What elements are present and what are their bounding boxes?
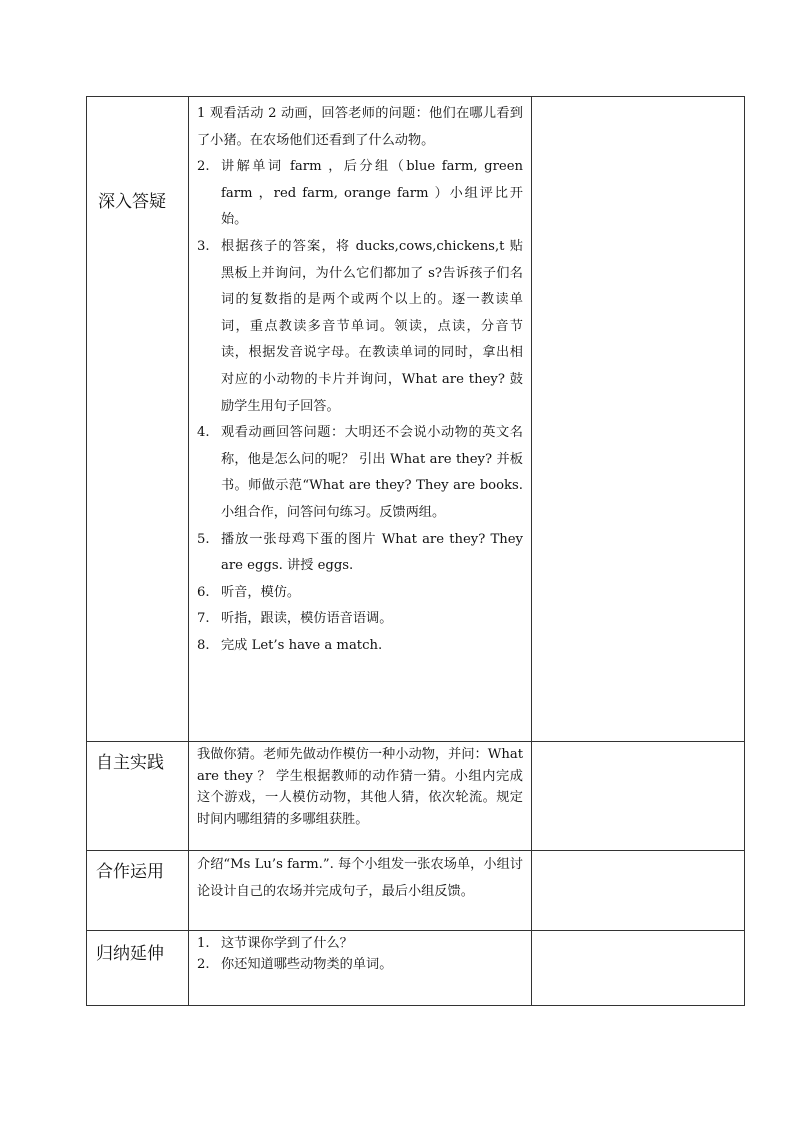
table-row: [87, 742, 745, 851]
step-list: [197, 154, 523, 659]
stage-cell: [87, 97, 189, 742]
list-item: 1. 这节课你学到了什么？: [197, 936, 353, 951]
table-row: [87, 851, 745, 931]
list-item: 4. 观看动画回答问题：大明还不会说小动物的英文名称，他是怎么问的呢？ 引出 What are they? 并板书。师做示范“What are they? They are books. 小组合作，问答问句练习。反馈两组。: [197, 425, 523, 520]
step-list: [197, 933, 523, 975]
notes-cell: [532, 851, 745, 931]
list-item: 8. 完成 Let’s have a match.: [197, 637, 383, 653]
list-item: 3. 根据孩子的答案，将 ducks,cows,chickens,t 贴黑板上并询问，为什么它们都加了 s?告诉孩子们名词的复数指的是两个或两个以上的。逐一教读单词，重点教读多音节单词。领读，点读，分音节读，根据发音说字母。在教读单词的同时，拿出相对应的小动物的卡片并询问，What are they? 鼓励学生用句子回答。: [197, 238, 523, 414]
activity-cell: [189, 851, 532, 931]
activity-text: 我做你猜。老师先做动作模仿一种小动物，并问：What are they ？ 学生根据教师的动作猜一猜。小组内完成这个游戏，一人模仿动物，其他人猜，依次轮流。规定时间内哪组猜的多哪组获胜。: [197, 747, 523, 827]
stage-cell: [87, 931, 189, 1006]
list-item: 2. 讲解单词 farm ，后分组（blue farm, green farm ，red farm, orange farm ）小组评比开始。: [197, 159, 523, 228]
stage-label: 合作运用: [96, 862, 164, 882]
list-item: 7. 听指，跟读，模仿语音语调。: [197, 611, 393, 627]
stage-cell: [87, 742, 189, 851]
activity-cell: [189, 931, 532, 1006]
list-item: 6. 听音，模仿。: [197, 584, 301, 600]
notes-cell: [532, 97, 745, 742]
activity-cell: [189, 742, 532, 851]
table-row: [87, 97, 745, 742]
stage-label: 归纳延伸: [96, 944, 164, 964]
activity-cell: [189, 97, 532, 742]
stage-label: 深入答疑: [98, 192, 166, 212]
list-item: 2. 你还知道哪些动物类的单词。: [197, 957, 393, 972]
intro-text: 1 观看活动 2 动画，回答老师的问题：他们在哪儿看到了小猪。在农场他们还看到了什么动物。: [197, 106, 523, 148]
notes-cell: [532, 931, 745, 1006]
activity-text: 介绍“Ms Lu’s farm.”. 每个小组发一张农场单，小组讨论设计自己的农场并完成句子，最后小组反馈。: [197, 857, 523, 899]
stage-label: 自主实践: [96, 753, 164, 773]
stage-cell: [87, 851, 189, 931]
lesson-plan-table: [86, 96, 745, 1006]
notes-cell: [532, 742, 745, 851]
table-row: [87, 931, 745, 1006]
list-item: 5. 播放一张母鸡下蛋的图片 What are they? They are eggs. 讲授 eggs.: [197, 531, 523, 574]
